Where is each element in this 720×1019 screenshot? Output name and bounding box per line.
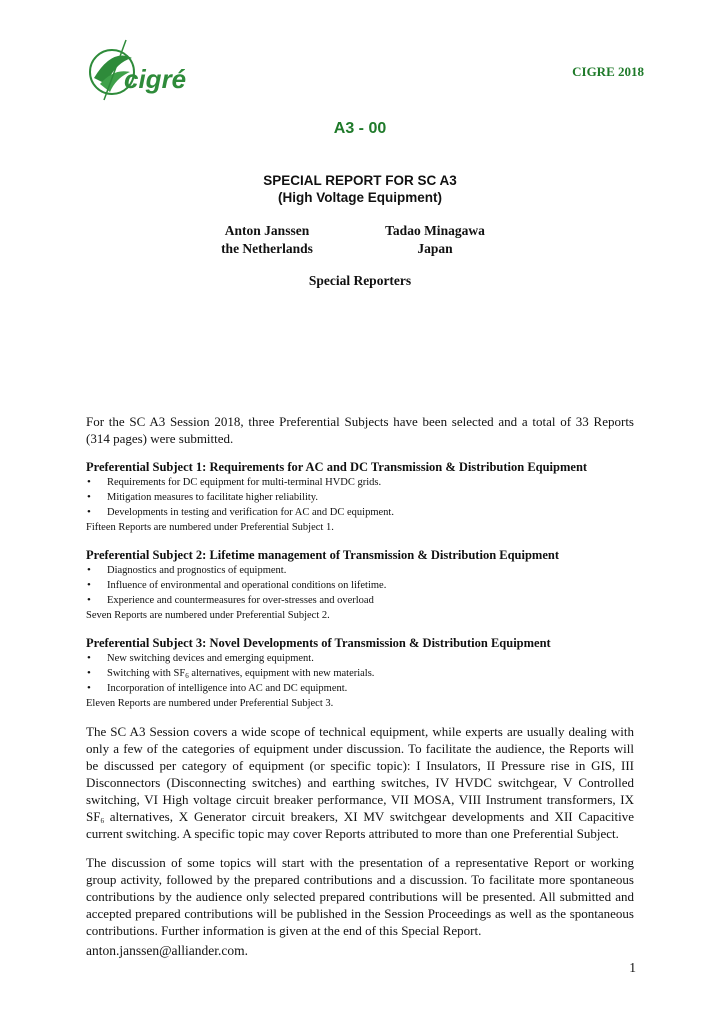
logo-text: cigré [124, 64, 187, 94]
subject-bullet-list [86, 475, 634, 520]
scope-paragraph: The SC A3 Session covers a wide scope of technical equipment, while experts are usually dealing with only a few of the categories of equipment under discussion. To facilitate the audience, the Reports will be discussed per category of equipment (or specific topic): I Insulators, II Pressure rise in GIS, III Disconnectors (Disconnecting switches) and earthing switches, IV HVDC switchgear, V Controlled switching, VI High voltage circuit breaker performance, VII MOSA, VIII Instrument transformers, IX $SF_6$ alternatives, X Generator circuit breakers, XI MV switchgear developments and XII Capacitive current switching. A specific topic may cover Reports attributed to more than one Preferential Subject. [86, 724, 634, 841]
list-item: • Mitigation measures to facilitate higher reliability. [86, 490, 634, 505]
page-number: 1 [629, 960, 636, 975]
list-item: • Developments in testing and verification for AC and DC equipment. [86, 505, 634, 520]
document-number: A3 - 00 [333, 120, 387, 137]
list-item: • Switching with $SF_6$ alternatives, equipment with new materials. [86, 666, 634, 681]
cigre-logo-icon [86, 38, 192, 118]
report-title [0, 172, 720, 206]
title-line-2: (High Voltage Equipment) [278, 190, 442, 205]
subject-note: Eleven Reports are numbered under Preferential Subject 3. [86, 698, 334, 709]
subject-note: Fifteen Reports are numbered under Preferential Subject 1. [86, 522, 334, 533]
footer-email-link[interactable]: anton.janssen@alliander.com. [86, 943, 249, 958]
preferential-subject-3 [86, 635, 634, 711]
author-country: the Netherlands [221, 241, 313, 256]
author-country: Japan [417, 241, 453, 256]
list-item: • Diagnostics and prognostics of equipment. [86, 563, 634, 578]
list-item: • Experience and countermeasures for over-stresses and overload [86, 593, 634, 608]
subject-note: Seven Reports are numbered under Preferential Subject 2. [86, 610, 330, 621]
list-item: • New switching devices and emerging equipment. [86, 651, 634, 666]
list-item: • Incorporation of intelligence into AC and DC equipment. [86, 681, 634, 696]
subject-bullet-list [86, 651, 634, 696]
preferential-subject-2 [86, 547, 634, 623]
intro-paragraph: For the SC A3 Session 2018, three Preferential Subjects have been selected and a total of 33 Reports (314 pages) were submitted. [86, 414, 634, 446]
report-body [86, 413, 634, 939]
subject-title: Preferential Subject 1: Requirements for AC and DC Transmission & Distribution Equipment [86, 460, 588, 474]
subject-title: Preferential Subject 2: Lifetime management of Transmission & Distribution Equipment [86, 548, 560, 562]
preferential-subject-1 [86, 459, 634, 535]
discussion-paragraph: The discussion of some topics will start with the presentation of a representative Report or working group activity, followed by the prepared contributions and a discussion. To facilitate more spontaneous contributions by the audience only selected prepared contributions will be presented. All submitted and accepted prepared contributions will be published in the Session Proceedings as well as the spontaneous contributions. Further information is given at the end of this Special Report. [86, 855, 634, 938]
author-name: Anton Janssen [224, 223, 310, 238]
subject-bullet-list [86, 563, 634, 608]
cigre-logo [86, 38, 192, 118]
reporters-label: Special Reporters [308, 273, 412, 288]
list-item: • Influence of environmental and operational conditions on lifetime. [86, 578, 634, 593]
author-block-1 [200, 222, 334, 258]
author-name: Tadao Minagawa [385, 223, 485, 238]
subject-title: Preferential Subject 3: Novel Developments of Transmission & Distribution Equipment [86, 636, 551, 650]
title-line-1: SPECIAL REPORT FOR SC A3 [263, 173, 457, 188]
list-item: • Requirements for DC equipment for multi-terminal HVDC grids. [86, 475, 634, 490]
header-conference-label: CIGRE 2018 [572, 64, 644, 79]
author-block-2 [368, 222, 502, 258]
